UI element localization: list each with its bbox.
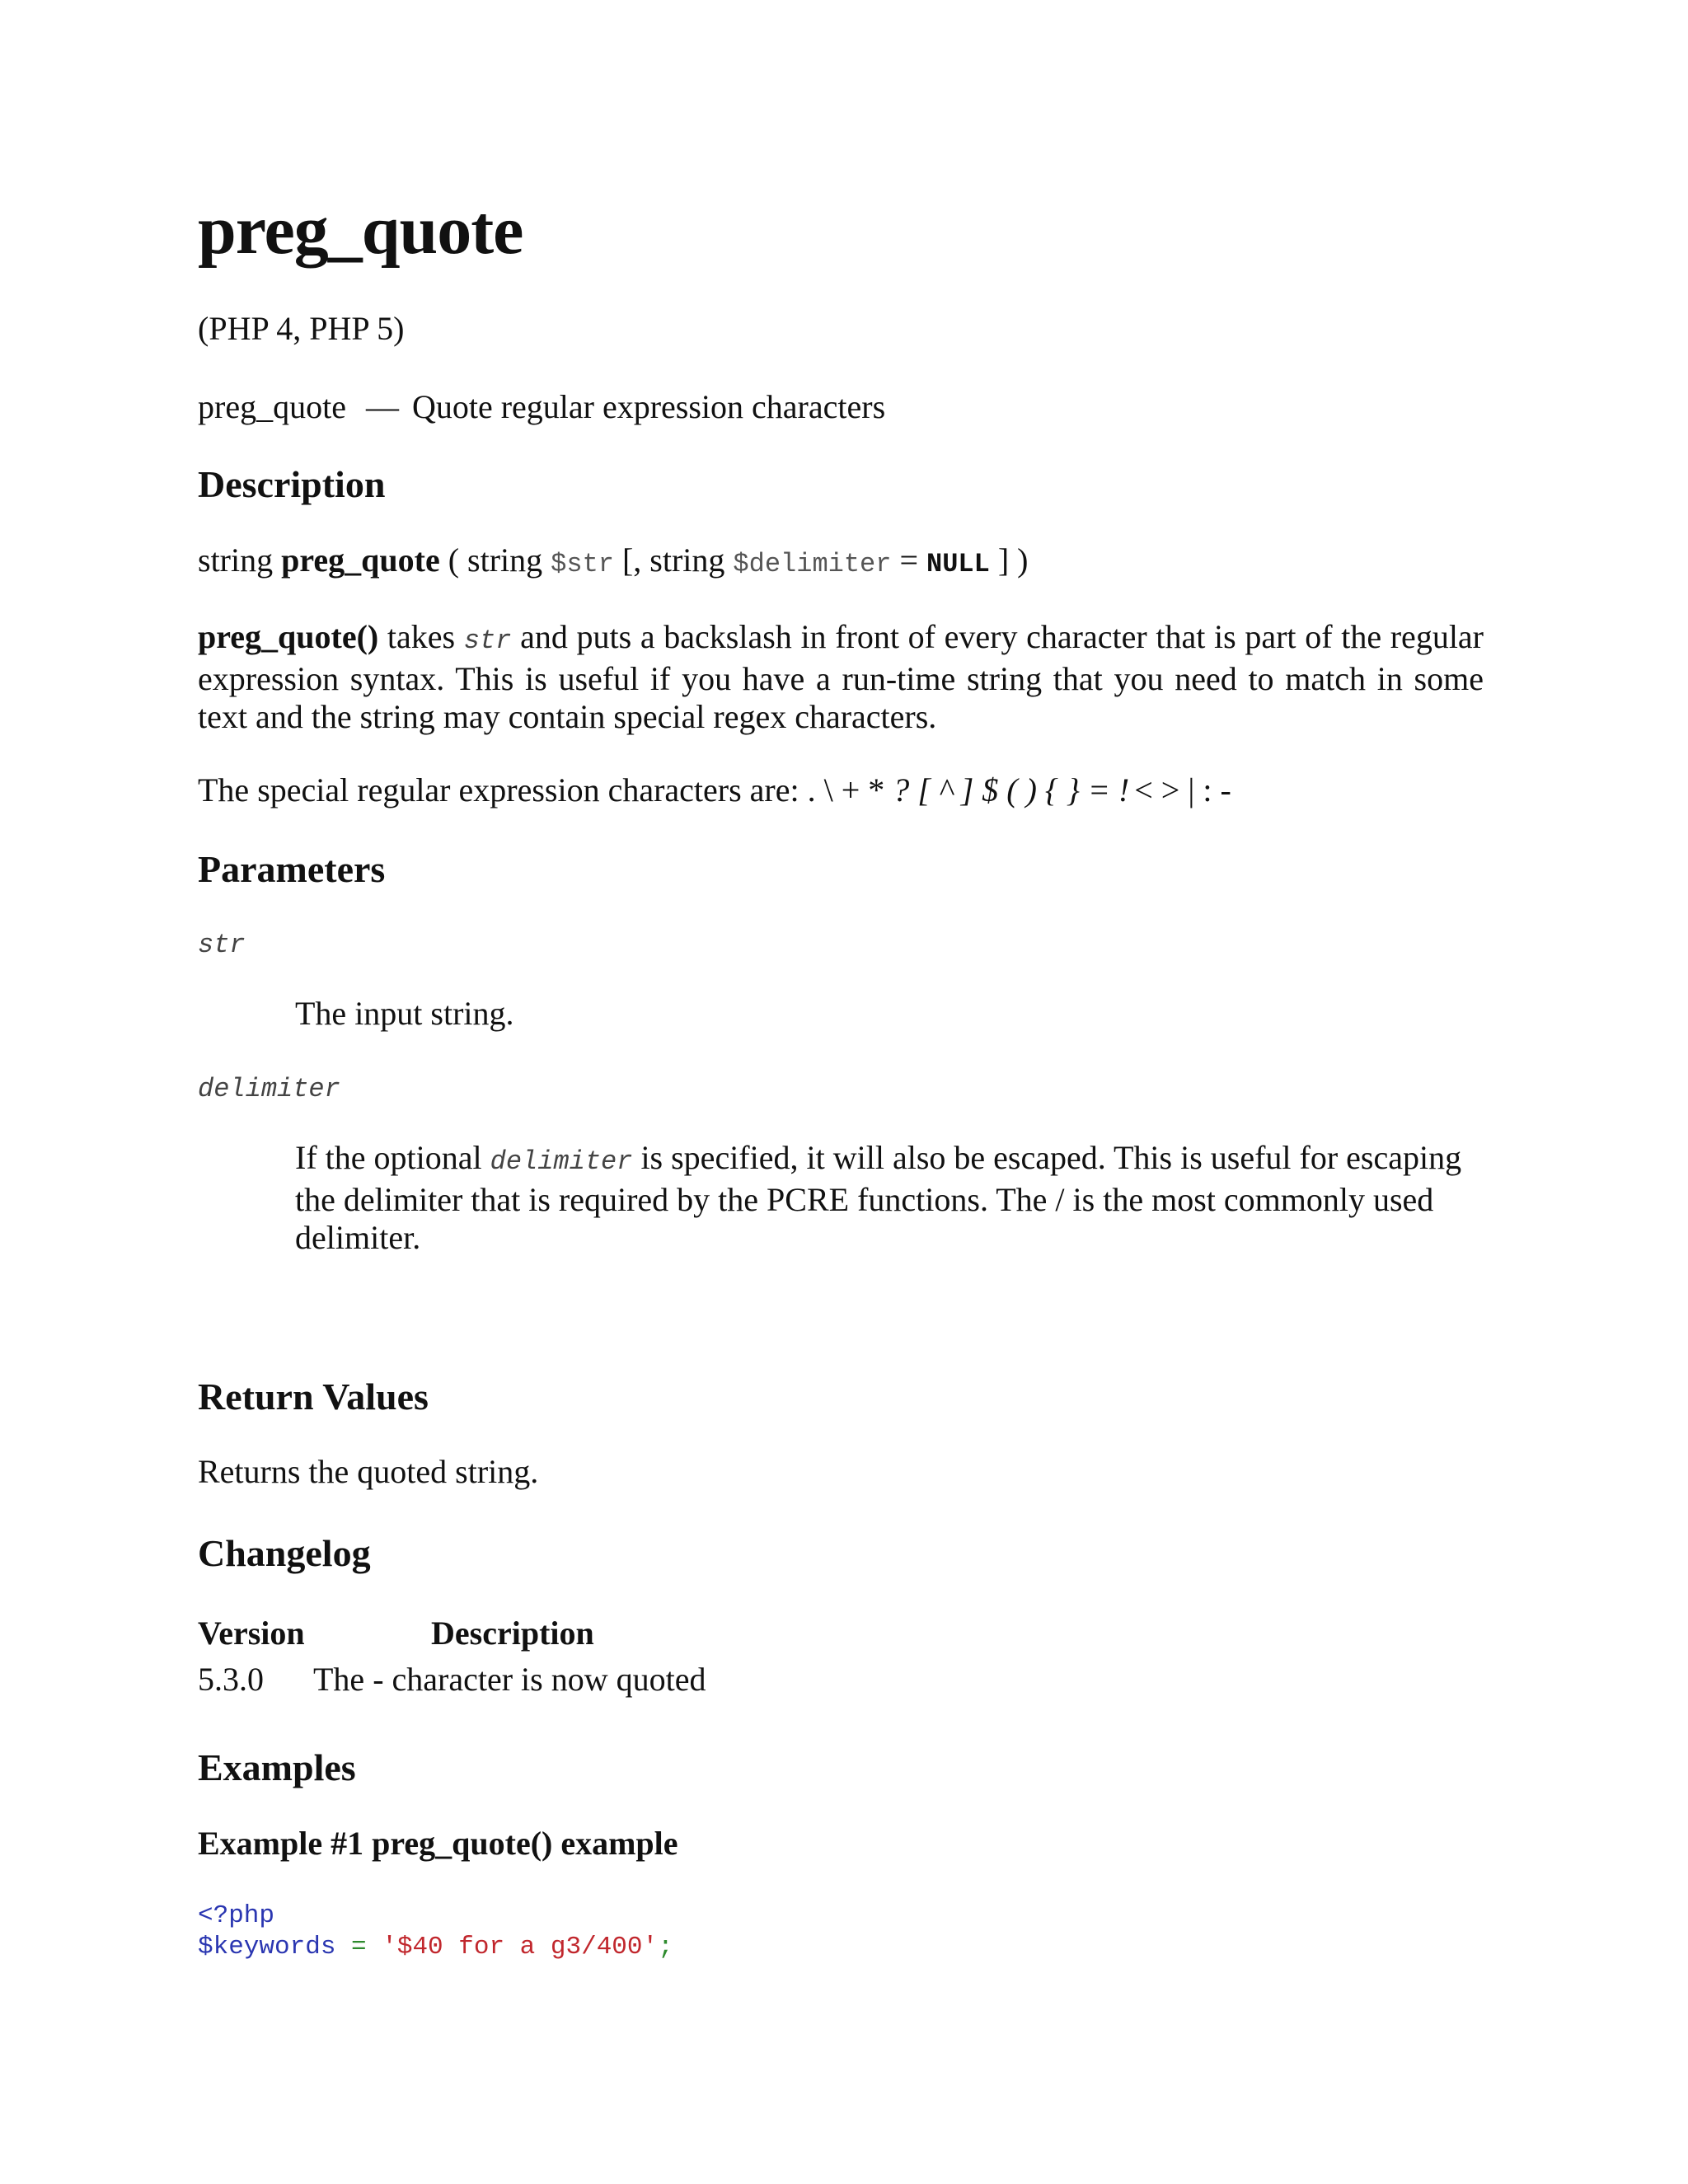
signature-param-str: $str <box>551 549 614 579</box>
signature-close: ] ) <box>997 541 1029 579</box>
example-title: Example #1 preg_quote() example <box>198 1825 678 1862</box>
code-operator: = <box>335 1933 382 1961</box>
code-line-1 <box>198 1900 274 1932</box>
desc-function-name: preg_quote() <box>198 618 379 655</box>
function-signature <box>198 541 1028 580</box>
code-line-2 <box>198 1932 673 1963</box>
heading-description: Description <box>198 463 386 505</box>
special-chars-b: ? [ ^ ] $ ( ) { } = ! <box>893 771 1130 808</box>
signature-mid: [, string <box>621 541 725 579</box>
code-variable: $keywords <box>198 1933 336 1961</box>
changelog-header-description: Description <box>431 1615 594 1652</box>
param-delimiter-name: delimiter <box>198 1074 340 1104</box>
signature-open: ( string <box>448 541 543 579</box>
code-php-open-tag: <?php <box>198 1901 275 1930</box>
param-delimiter-description <box>295 1139 1484 1257</box>
changelog-row-version: 5.3.0 <box>198 1661 264 1698</box>
page-title: preg_quote <box>198 192 523 269</box>
function-purpose <box>198 387 885 427</box>
signature-default-null: NULL <box>926 549 990 579</box>
delimiter-desc-pre: If the optional <box>295 1139 482 1176</box>
return-values-text: Returns the quoted string. <box>198 1453 539 1490</box>
param-str-name: str <box>198 930 246 960</box>
document-page <box>198 0 1484 2184</box>
changelog-row-description: The - character is now quoted <box>313 1661 706 1698</box>
signature-return-type: string <box>198 541 274 579</box>
special-characters-line <box>198 771 1231 810</box>
purpose-function-name: preg_quote <box>198 388 346 425</box>
desc-text-2: and puts a backslash in front of every character that is part of the regular expression syntax. This is useful if you have a run-time string that you need to match in some text and the string may contain special regex characters. <box>198 618 1484 735</box>
delimiter-desc-post: is specified, it will also be escaped. This is useful for escaping the delimiter that is required by the PCRE functions. The / is the most commonly used delimiter. <box>295 1139 1462 1256</box>
heading-examples: Examples <box>198 1746 356 1788</box>
delimiter-desc-param: delimiter <box>490 1146 633 1177</box>
heading-return-values: Return Values <box>198 1376 429 1418</box>
signature-param-delimiter: $delimiter <box>733 549 892 579</box>
code-string: '$40 for a g3/400' <box>382 1933 659 1961</box>
php-versions: (PHP 4, PHP 5) <box>198 310 405 347</box>
signature-function-name: preg_quote <box>281 541 440 579</box>
purpose-dash: — <box>365 388 399 425</box>
special-label: The special regular expression characters are: <box>198 771 799 808</box>
special-chars-a: . \ + * <box>807 771 885 808</box>
changelog-header-version: Version <box>198 1615 305 1652</box>
desc-text-1: takes <box>387 618 456 655</box>
purpose-text: Quote regular expression characters <box>411 388 886 425</box>
description-paragraph <box>198 618 1484 736</box>
heading-changelog: Changelog <box>198 1532 371 1574</box>
code-semicolon: ; <box>658 1933 673 1961</box>
desc-param-str: str <box>463 626 512 656</box>
heading-parameters: Parameters <box>198 848 386 890</box>
special-chars-c: < > | : - <box>1134 771 1231 808</box>
param-str-description: The input string. <box>295 995 514 1032</box>
signature-equals: = <box>899 541 919 579</box>
